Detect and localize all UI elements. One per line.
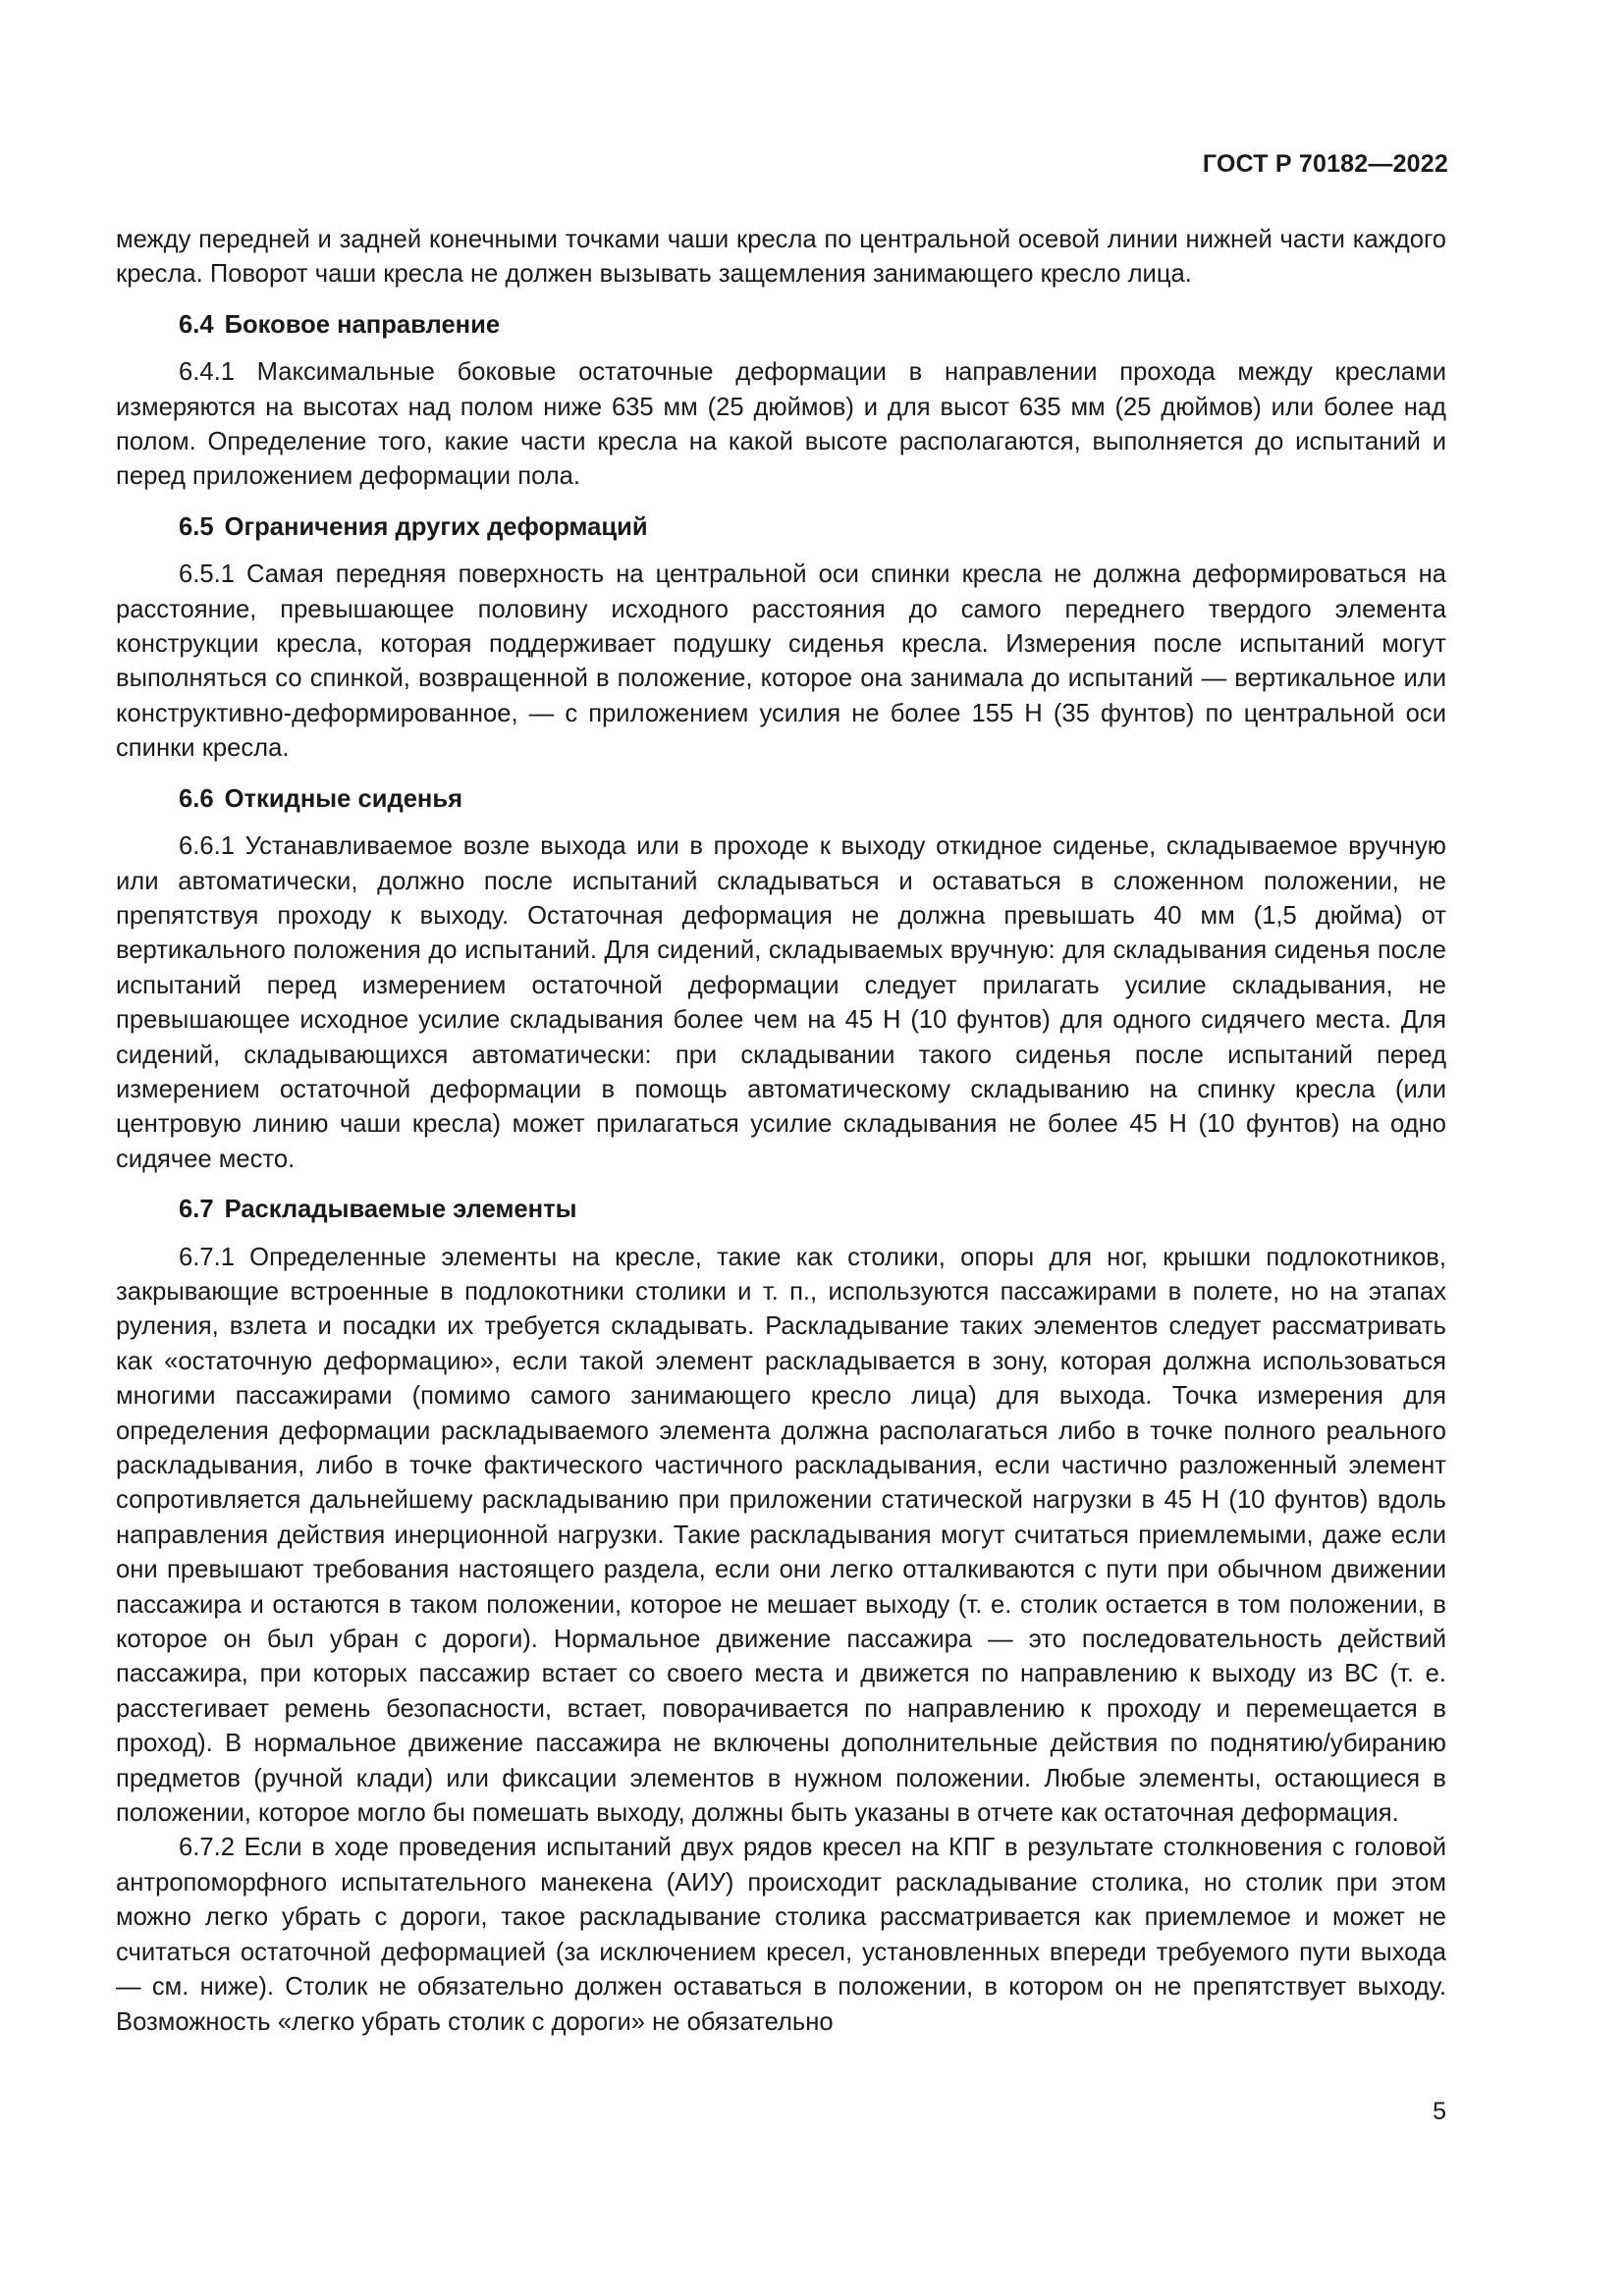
- section-heading-6-6: [116, 782, 1446, 817]
- paragraph-continuation: между передней и задней конечными точками чаши кресла по центральной осевой линии нижней части каждого кресла. Поворот чаши кресла не должен вызывать защемления занимающего кресло лица.: [116, 226, 1446, 289]
- paragraph-6-7-2: 6.7.2 Если в ходе проведения испытаний двух рядов кресел на КПГ в результате столкновения с головой антропоморфного испытательного манекена (АИУ) происходит раскладывание столика, но столик при этом можно легко убрать с дороги, такое раскладывание столика рассматривается как приемлемое и может не считаться остаточной деформацией (за исключением кресел, установленных впереди требуемого пути выхода — см. ниже). Столик не обязательно должен оставаться в положении, в котором он не препятствует выходу. Возможность «легко убрать столик с дороги» не обязательно: [116, 1834, 1446, 2036]
- document-code-header: ГОСТ Р 70182—2022: [1202, 150, 1448, 178]
- section-number: 6.7: [179, 1196, 214, 1224]
- document-body: [116, 223, 1446, 2040]
- section-number: 6.6: [179, 784, 214, 813]
- page-number: 5: [1433, 2098, 1446, 2125]
- section-title: Откидные сиденья: [224, 784, 463, 813]
- paragraph-6-4-1: 6.4.1 Максимальные боковые остаточные деформации в направлении прохода между креслами измеряются на высотах над полом ниже 635 мм (25 дюймов) и для высот 635 мм (25 дюймов) или более над полом. Определение того, какие части кресла на какой высоте располагаются, выполняется до испытаний и перед приложением деформации пола.: [116, 358, 1446, 491]
- paragraph-6-7-1: 6.7.1 Определенные элементы на кресле, такие как столики, опоры для ног, крышки подлокотников, закрывающие встроенные в подлокотники столики и т. п., используются пассажирами в полете, но на этапах руления, взлета и посадки их требуется складывать. Раскладывание таких элементов следует рассматривать как «остаточную деформацию», если такой элемент раскладывается в зону, которая должна использоваться многими пассажирами (помимо самого занимающего кресло лица) для выхода. Точка измерения для определения деформации раскладываемого элемента должна располагаться либо в точке полного реального раскладывания, либо в точке фактического частичного раскладывания, если частично разложенный элемент сопротивляется дальнейшему раскладыванию при приложении статической нагрузки в 45 Н (10 фунтов) вдоль направления действия инерционной нагрузки. Такие раскладывания могут считаться приемлемыми, даже если они превышают требования настоящего раздела, если они легко отталкиваются с пути при обычном движении пассажира и остаются в таком положении, которое не мешает выходу (т. е. столик остается в том положении, в которое он был убран с дороги). Нормальное движение пассажира — это последовательность действий пассажира, при которых пассажир встает со своего места и движется по направлению к выходу из ВС (т. е. расстегивает ремень безопасности, встает, поворачивается по направлению к проходу и перемещается в проход). В нормальное движение пассажира не включены дополнительные действия по поднятию/убиранию предметов (ручной клади) или фиксации элементов в нужном положении. Любые элементы, остающиеся в положении, которое могло бы помешать выходу, должны быть указаны в отчете как остаточная деформация.: [116, 1243, 1446, 1828]
- section-number: 6.4: [179, 310, 214, 339]
- section-title: Боковое направление: [224, 310, 501, 339]
- paragraph-6-6-1: 6.6.1 Устанавливаемое возле выхода или в проходе к выходу откидное сиденье, складываемое вручную или автоматически, должно после испытаний складываться и оставаться в сложенном положении, не препятствуя проходу к выходу. Остаточная деформация не должна превышать 40 мм (1,5 дюйма) от вертикального положения до испытаний. Для сидений, складываемых вручную: для складывания сиденья после испытаний перед измерением остаточной деформации следует прилагать усилие складывания, не превышающее исходное усилие складывания более чем на 45 Н (10 фунтов) для одного сидячего места. Для сидений, складывающихся автоматически: при складывании такого сиденья после испытаний перед измерением остаточной деформации в помощь автоматическому складыванию на спинку кресла (или центровую линию чаши кресла) может прилагаться усилие складывания не более 45 Н (10 фунтов) на одно сидячее место.: [116, 832, 1446, 1173]
- section-title: Раскладываемые элементы: [224, 1196, 577, 1224]
- document-page: [116, 0, 1446, 2296]
- section-heading-6-7: [116, 1193, 1446, 1227]
- section-heading-6-4: [116, 308, 1446, 343]
- paragraph-6-5-1: 6.5.1 Самая передняя поверхность на центральной оси спинки кресла не должна деформироваться на расстояние, превышающее половину исходного расстояния до самого переднего твердого элемента конструкции кресла, которая поддерживает подушку сиденья кресла. Измерения после испытаний могут выполняться со спинкой, возвращенной в положение, которое она занимала до испытаний — вертикальное или конструктивно-деформированное, — с приложением усилия не более 155 Н (35 фунтов) по центральной оси спинки кресла.: [116, 561, 1446, 763]
- section-heading-6-5: [116, 510, 1446, 545]
- section-number: 6.5: [179, 512, 214, 541]
- section-title: Ограничения других деформаций: [224, 512, 648, 541]
